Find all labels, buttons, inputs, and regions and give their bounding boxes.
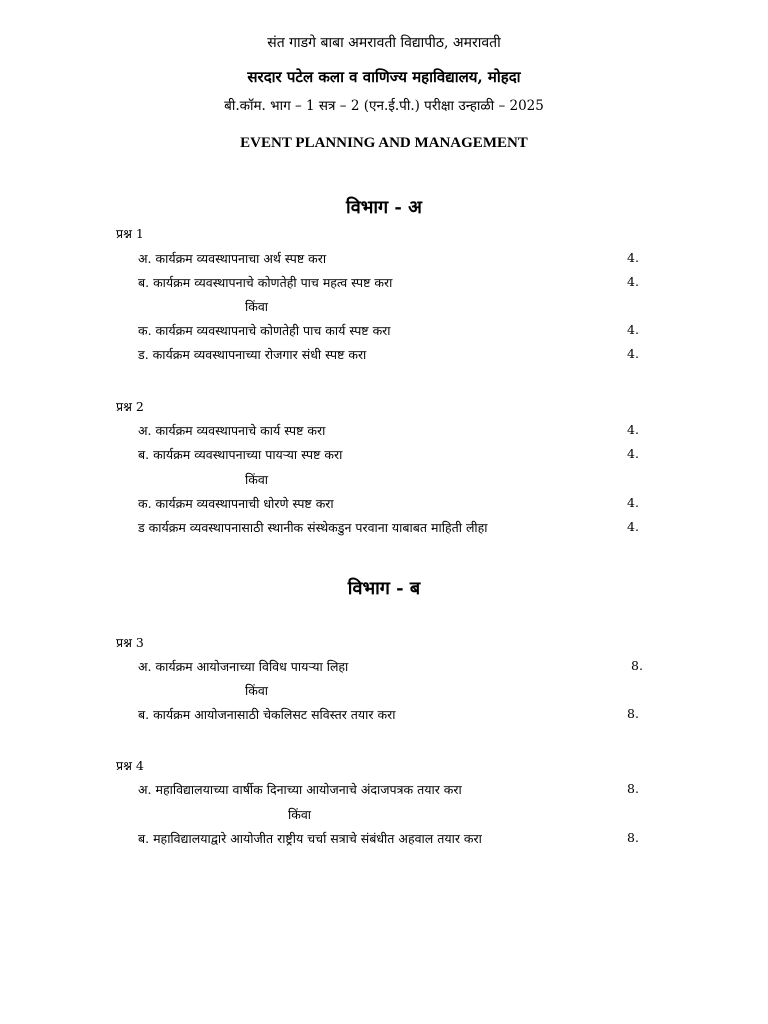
- q2-item-d-marks: 4.: [627, 519, 639, 534]
- section-a-title: विभाग - अ: [346, 197, 422, 218]
- q1-item-d: ड. कार्यक्रम व्यवस्थापनाच्या रोजगार संधी स्पष्ट करा: [138, 347, 367, 362]
- q1-item-d-marks: 4.: [627, 346, 639, 361]
- q1-item-a-marks: 4.: [627, 250, 639, 265]
- q1-item-a: अ. कार्यक्रम व्यवस्थापनाचा अर्थ स्पष्ट करा: [138, 251, 327, 266]
- q1-item-c-marks: 4.: [627, 322, 639, 337]
- q3-item-a-marks: 8.: [631, 658, 643, 673]
- q1-item-c: क. कार्यक्रम व्यवस्थापनाचे कोणतेही पाच कार्य स्पष्ट करा: [138, 323, 391, 338]
- subject-title: EVENT PLANNING AND MANAGEMENT: [240, 135, 528, 151]
- college-name: सरदार पटेल कला व वाणिज्य महाविद्यालय, मोहदा: [247, 68, 521, 86]
- q1-item-b: ब. कार्यक्रम व्यवस्थापनाचे कोणतेही पाच महत्व स्पष्ट करा: [138, 275, 393, 290]
- q3-item-a: अ. कार्यक्रम आयोजनाच्या विविध पायऱ्या लिहा: [138, 659, 349, 674]
- question-4-label: प्रश्न 4: [116, 758, 144, 773]
- q2-item-b-marks: 4.: [627, 446, 639, 461]
- q2-item-a-marks: 4.: [627, 422, 639, 437]
- q2-or-label: किंवा: [245, 472, 269, 487]
- q4-item-a: अ. महाविद्यालयाच्या वार्षीक दिनाच्या आयोजनाचे अंदाजपत्रक तयार करा: [138, 782, 462, 797]
- q1-or-label: किंवा: [245, 299, 269, 314]
- q4-or-label: किंवा: [288, 807, 312, 822]
- q2-item-c: क. कार्यक्रम व्यवस्थापनाची धोरणे स्पष्ट करा: [138, 496, 334, 511]
- q3-or-label: किंवा: [245, 683, 269, 698]
- question-1-label: प्रश्न 1: [116, 226, 144, 241]
- q2-item-d: ड कार्यक्रम व्यवस्थापनासाठी स्थानीक संस्थेकडुन परवाना याबाबत माहिती लीहा: [138, 520, 488, 535]
- university-name: संत गाडगे बाबा अमरावती विद्यापीठ, अमरावती: [267, 35, 501, 51]
- question-2-label: प्रश्न 2: [116, 399, 144, 414]
- q4-item-a-marks: 8.: [627, 781, 639, 796]
- q2-item-a: अ. कार्यक्रम व्यवस्थापनाचे कार्य स्पष्ट करा: [138, 423, 326, 438]
- exam-title: बी.कॉम. भाग – 1 सत्र – 2 (एन.ई.पी.) परीक्षा उन्हाळी – 2025: [224, 98, 544, 114]
- q4-item-b: ब. महाविद्यालयाद्वारे आयोजीत राष्ट्रीय चर्चा सत्राचे संबंधीत अहवाल तयार करा: [138, 831, 482, 846]
- q1-item-b-marks: 4.: [627, 274, 639, 289]
- section-b-title: विभाग - ब: [347, 578, 421, 599]
- question-3-label: प्रश्न 3: [116, 635, 144, 650]
- q2-item-c-marks: 4.: [627, 495, 639, 510]
- q3-item-b: ब. कार्यक्रम आयोजनासाठी चेकलिसट सविस्तर तयार करा: [138, 707, 396, 722]
- q3-item-b-marks: 8.: [627, 706, 639, 721]
- q4-item-b-marks: 8.: [627, 830, 639, 845]
- q2-item-b: ब. कार्यक्रम व्यवस्थापनाच्या पायऱ्या स्पष्ट करा: [138, 447, 343, 462]
